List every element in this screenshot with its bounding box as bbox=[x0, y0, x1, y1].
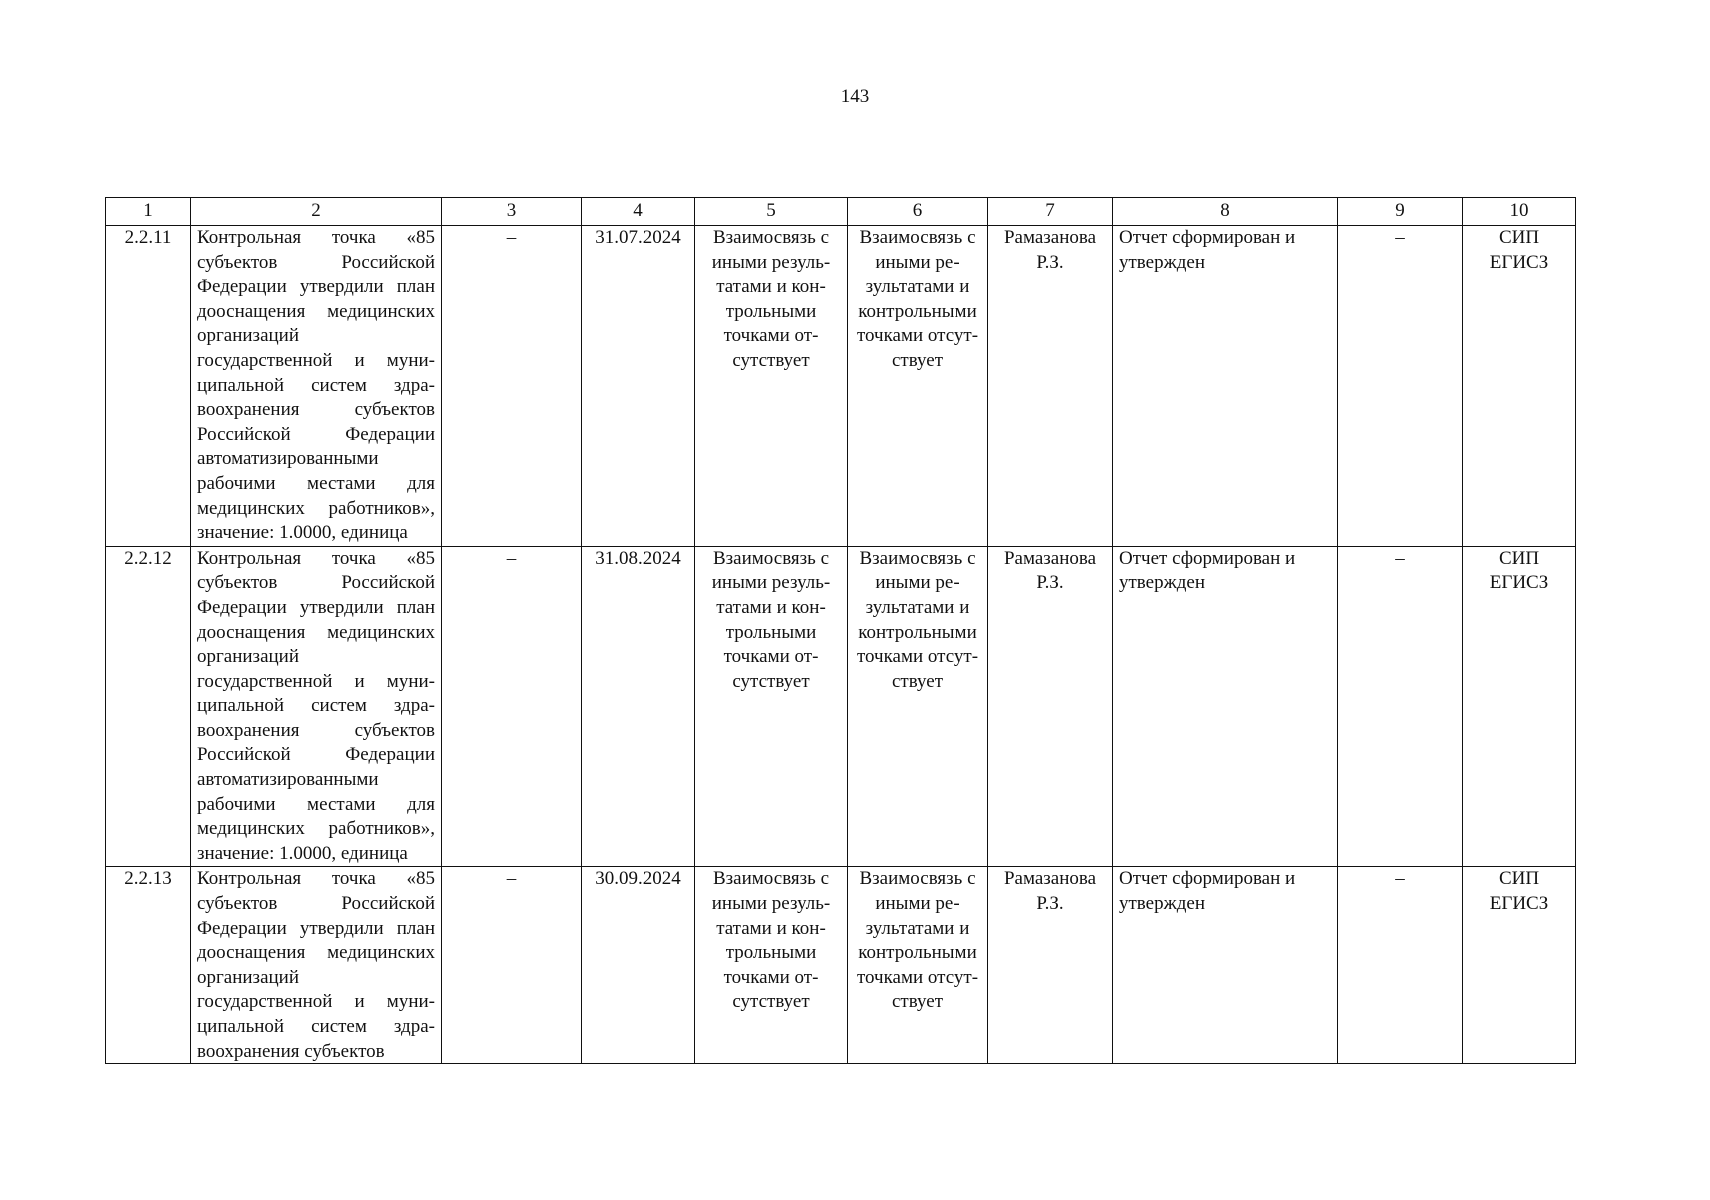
information-system: СИП ЕГИСЗ bbox=[1463, 226, 1576, 547]
page-number: 143 bbox=[840, 86, 870, 107]
relationship-results: Взаимосвязь с иными результатами и контрольными точками отсутствует bbox=[695, 867, 848, 1064]
information-system: СИП ЕГИСЗ bbox=[1463, 546, 1576, 867]
table-row bbox=[106, 867, 1576, 1064]
header-row bbox=[106, 198, 1576, 226]
header-col-6: 6 bbox=[848, 198, 988, 226]
result-document: Отчет сформирован и утвержден bbox=[1113, 226, 1338, 547]
col-9-value: – bbox=[1338, 867, 1463, 1064]
deadline-date: 30.09.2024 bbox=[582, 867, 695, 1064]
control-point-description bbox=[191, 867, 442, 1064]
header-col-7: 7 bbox=[988, 198, 1113, 226]
header-col-10: 10 bbox=[1463, 198, 1576, 226]
col-3-value: – bbox=[442, 546, 582, 867]
responsible-person: Рамазанова Р.З. bbox=[988, 546, 1113, 867]
control-point-description: Контрольная точка «85 субъектов Российской Федерации утвердили план дооснащения медицинских организаций государственной и муниципальной систем здравоохранения субъектов Российской Федерации автоматизированными рабочими местами для медицинских работников», значение: 1.0000, единица bbox=[191, 226, 442, 547]
responsible-person: Рамазанова Р.З. bbox=[988, 226, 1113, 547]
header-col-4: 4 bbox=[582, 198, 695, 226]
relationship-control-points: Взаимосвязь с иными результатами и контрольными точками отсутствует bbox=[848, 546, 988, 867]
table-row bbox=[106, 546, 1576, 867]
responsible-person: Рамазанова Р.З. bbox=[988, 867, 1113, 1064]
relationship-results: Взаимосвязь с иными результатами и контрольными точками отсутствует bbox=[695, 226, 848, 547]
table-header bbox=[106, 198, 1576, 226]
information-system: СИП ЕГИСЗ bbox=[1463, 867, 1576, 1064]
header-col-9: 9 bbox=[1338, 198, 1463, 226]
header-col-5: 5 bbox=[695, 198, 848, 226]
row-number: 2.2.12 bbox=[106, 546, 191, 867]
col-3-value: – bbox=[442, 867, 582, 1064]
table-row bbox=[106, 226, 1576, 547]
deadline-date: 31.08.2024 bbox=[582, 546, 695, 867]
control-point-description: Контрольная точка «85 субъектов Российской Федерации утвердили план дооснащения медицинских организаций государственной и муниципальной систем здравоохранения субъектов Российской Федерации автоматизированными рабочими местами для медицинских работников», значение: 1.0000, единица bbox=[191, 546, 442, 867]
result-document: Отчет сформирован и утвержден bbox=[1113, 867, 1338, 1064]
header-col-1: 1 bbox=[106, 198, 191, 226]
control-point-description-text: Контрольная точка «85 субъектов Российской Федерации утвердили план дооснащения медицинских организаций государственной и муниципальной систем здравоохранения субъектов bbox=[197, 868, 435, 1062]
deadline-date: 31.07.2024 bbox=[582, 226, 695, 547]
col-3-value: – bbox=[442, 226, 582, 547]
schedule-table bbox=[105, 197, 1576, 1064]
col-9-value: – bbox=[1338, 226, 1463, 547]
row-number: 2.2.13 bbox=[106, 867, 191, 1064]
relationship-control-points: Взаимосвязь с иными результатами и контрольными точками отсутствует bbox=[848, 226, 988, 547]
result-document: Отчет сформирован и утвержден bbox=[1113, 546, 1338, 867]
col-9-value: – bbox=[1338, 546, 1463, 867]
header-col-2: 2 bbox=[191, 198, 442, 226]
header-col-3: 3 bbox=[442, 198, 582, 226]
relationship-control-points: Взаимосвязь с иными результатами и контрольными точками отсутствует bbox=[848, 867, 988, 1064]
row-number: 2.2.11 bbox=[106, 226, 191, 547]
header-col-8: 8 bbox=[1113, 198, 1338, 226]
relationship-results: Взаимосвязь с иными результатами и контрольными точками отсутствует bbox=[695, 546, 848, 867]
